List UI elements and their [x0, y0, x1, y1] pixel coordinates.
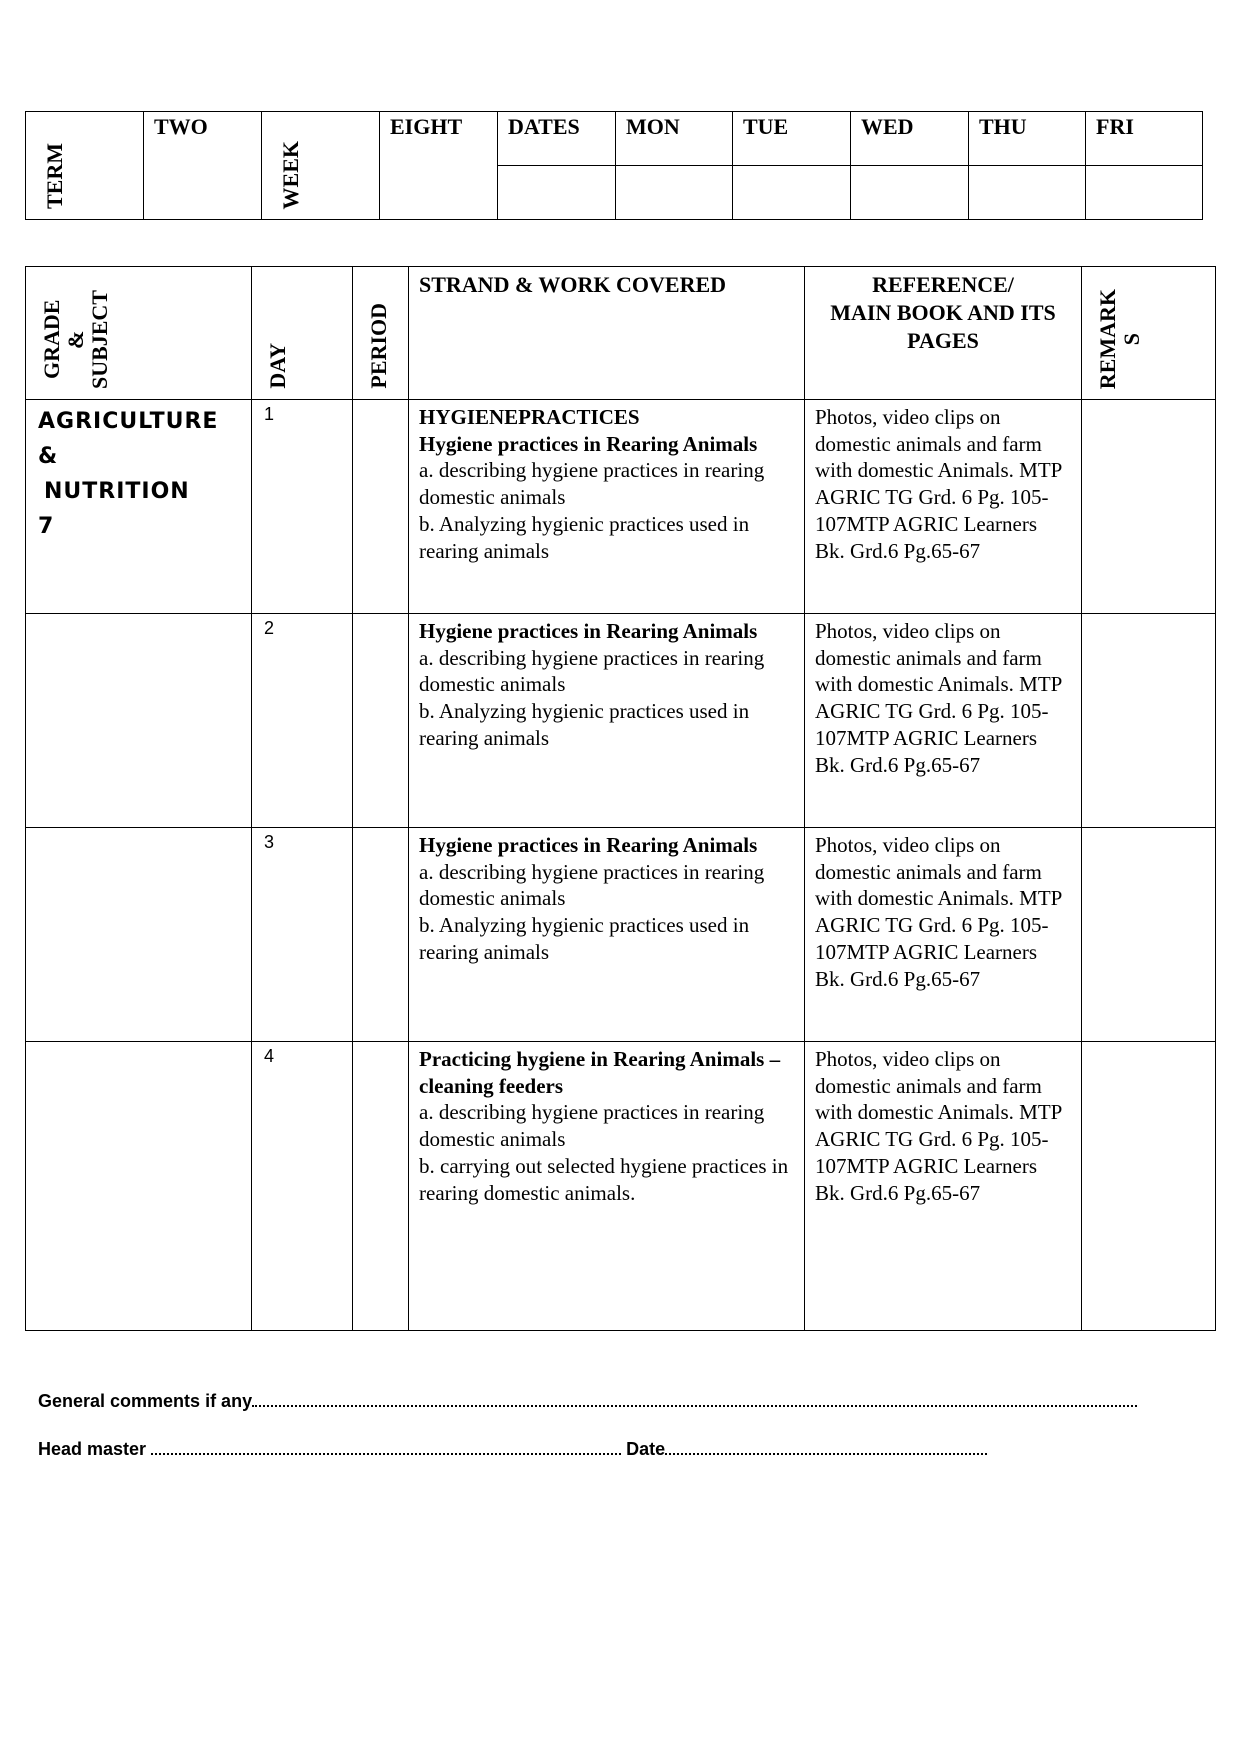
grade-subject-header-text: GRADE & SUBJECT — [39, 289, 112, 389]
day-number: 3 — [264, 832, 275, 852]
dates-cell[interactable] — [498, 166, 616, 220]
period-cell[interactable] — [353, 828, 409, 1042]
lesson-point-a: a. describing hygiene practices in rearing domestic animals — [419, 859, 765, 911]
lesson-point-b: b. carrying out selected hygiene practices in rearing domestic animals. — [419, 1153, 789, 1205]
general-comments-line — [38, 1391, 1137, 1412]
strand-cell — [409, 1042, 805, 1331]
date-tue-cell[interactable] — [733, 166, 851, 220]
period-cell[interactable] — [353, 400, 409, 614]
lesson-point-b: b. Analyzing hygienic practices used in rearing animals — [419, 913, 750, 964]
remarks-cell[interactable] — [1082, 828, 1216, 1042]
day-mon-label: MON — [616, 112, 733, 166]
lesson-topic: Practicing hygiene in Rearing Animals – cleaning feeders — [419, 1047, 781, 1098]
reference-text: Photos, video clips on domestic animals and farm with domestic Animals. MTP AGRIC TG Grd. 6 Pg. 105- 107MTP AGRIC Learners Bk. Grd.6 Pg.65-67 — [815, 1047, 1062, 1205]
strand-header-text: STRAND & WORK COVERED — [419, 272, 727, 297]
day-tue-label: TUE — [733, 112, 851, 166]
lesson-point-a: a. describing hygiene practices in rearing domestic animals — [419, 1100, 765, 1152]
reference-header-text: REFERENCE/ MAIN BOOK AND ITS PAGES — [830, 272, 1056, 353]
subject-cell — [26, 400, 252, 614]
date-wed-cell[interactable] — [851, 166, 969, 220]
lesson-topic: Hygiene practices in Rearing Animals — [419, 833, 758, 857]
term-label: TERM — [42, 143, 67, 209]
day-header-text: DAY — [265, 343, 290, 389]
date-mon-cell[interactable] — [616, 166, 733, 220]
day-header — [252, 267, 353, 400]
table-row — [26, 828, 1216, 1042]
lesson-point-b: b. Analyzing hygienic practices used in rearing animals — [419, 699, 750, 750]
date-fri-cell[interactable] — [1086, 166, 1203, 220]
lesson-topic: Hygiene practices in Rearing Animals — [419, 431, 758, 456]
reference-header — [805, 267, 1082, 400]
subject-cell — [26, 614, 252, 828]
day-number: 4 — [264, 1046, 275, 1066]
reference-cell — [805, 828, 1082, 1042]
remarks-header — [1082, 267, 1216, 400]
subject-cell — [26, 828, 252, 1042]
subject-name: AGRICULTURE & NUTRITION 7 — [38, 409, 219, 539]
day-fri-label: FRI — [1086, 112, 1203, 166]
general-comments-field[interactable] — [252, 1391, 1137, 1407]
period-header — [353, 267, 409, 400]
period-cell[interactable] — [353, 1042, 409, 1331]
week-label: WEEK — [278, 140, 303, 209]
reference-cell — [805, 614, 1082, 828]
reference-text: Photos, video clips on domestic animals and farm with domestic Animals. MTP AGRIC TG Grd. 6 Pg. 105- 107MTP AGRIC Learners Bk. Grd.6 Pg.65-67 — [815, 405, 1062, 563]
day-wed-label: WED — [851, 112, 969, 166]
day-thu-label: THU — [969, 112, 1086, 166]
date-field[interactable] — [665, 1439, 987, 1455]
headmaster-signature-field[interactable] — [151, 1439, 621, 1455]
reference-cell — [805, 1042, 1082, 1331]
date-label: Date — [626, 1439, 666, 1459]
strand-title: HYGIENEPRACTICES — [419, 405, 640, 429]
term-value: TWO — [144, 112, 262, 220]
strand-cell — [409, 400, 805, 614]
period-header-text: PERIOD — [366, 303, 391, 389]
remarks-cell[interactable] — [1082, 1042, 1216, 1331]
remarks-cell[interactable] — [1082, 614, 1216, 828]
strand-cell — [409, 828, 805, 1042]
strand-cell — [409, 614, 805, 828]
subject-cell — [26, 1042, 252, 1331]
lesson-plan-table — [25, 266, 1216, 1331]
reference-text: Photos, video clips on domestic animals and farm with domestic Animals. MTP AGRIC TG Grd. 6 Pg. 105- 107MTP AGRIC Learners Bk. Grd.6 Pg.65-67 — [815, 833, 1062, 991]
lesson-point-b: b. Analyzing hygienic practices used in rearing animals — [419, 511, 750, 563]
dates-label: DATES — [498, 112, 616, 166]
lesson-point-a: a. describing hygiene practices in rearing domestic animals — [419, 645, 765, 697]
strand-header — [409, 267, 805, 400]
lesson-topic: Hygiene practices in Rearing Animals — [419, 619, 758, 643]
table-row — [26, 1042, 1216, 1331]
day-number: 1 — [264, 404, 275, 424]
table-row — [26, 400, 1216, 614]
headmaster-line — [38, 1439, 987, 1460]
week-label-cell — [262, 112, 380, 220]
table-row — [26, 614, 1216, 828]
term-week-header-table — [25, 111, 1203, 220]
week-value: EIGHT — [380, 112, 498, 220]
date-thu-cell[interactable] — [969, 166, 1086, 220]
period-cell[interactable] — [353, 614, 409, 828]
general-comments-label: General comments if any — [38, 1391, 253, 1411]
day-number: 2 — [264, 618, 275, 638]
lesson-point-a: a. describing hygiene practices in rearing domestic animals — [419, 458, 765, 510]
remarks-header-text: REMARK S — [1095, 288, 1144, 389]
headmaster-label: Head master — [38, 1439, 147, 1459]
grade-subject-header — [26, 267, 252, 400]
term-label-cell — [26, 112, 144, 220]
reference-cell — [805, 400, 1082, 614]
remarks-cell[interactable] — [1082, 400, 1216, 614]
reference-text: Photos, video clips on domestic animals and farm with domestic Animals. MTP AGRIC TG Grd. 6 Pg. 105- 107MTP AGRIC Learners Bk. Grd.6 Pg.65-67 — [815, 619, 1062, 777]
